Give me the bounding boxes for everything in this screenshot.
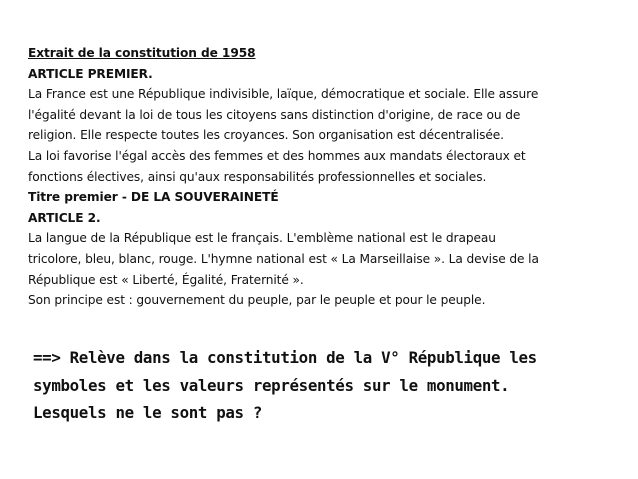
article-2-line: République est « Liberté, Égalité, Fraternité ». [28,272,304,287]
article-1-line: l'égalité devant la loi de tous les citoyens sans distinction d'origine, de race ou de [28,107,521,122]
article-1-line: fonctions électives, ainsi qu'aux responsabilités professionnelles et sociales. [28,169,487,184]
article-2-line: tricolore, bleu, blanc, rouge. L'hymne national est « La Marseillaise ». La devise de la [28,251,539,266]
article-2-line: Son principe est : gouvernement du peuple, par le peuple et pour le peuple. [28,293,486,308]
excerpt-title: Extrait de la constitution de 1958 [28,46,256,60]
article-1-heading: ARTICLE PREMIER. [28,66,153,81]
question-line: ==> Relève dans la constitution de la V° République les [33,348,537,367]
exercise-question [33,344,613,427]
constitution-excerpt [28,43,618,311]
article-2-heading: ARTICLE 2. [28,210,101,225]
question-line: symboles et les valeurs représentés sur le monument. [33,375,510,395]
article-1-line: La France est une République indivisible, laïque, démocratique et sociale. Elle assure [28,87,539,102]
title-1-heading: Titre premier - DE LA SOUVERAINETÉ [28,190,279,205]
question-line: Lesquels ne le sont pas ? [33,403,263,422]
article-2-line: La langue de la République est le français. L'emblème national est le drapeau [28,231,496,246]
article-1-line: religion. Elle respecte toutes les croyances. Son organisation est décentralisée. [28,128,504,143]
article-1-line: La loi favorise l'égal accès des femmes et des hommes aux mandats électoraux et [28,148,526,163]
